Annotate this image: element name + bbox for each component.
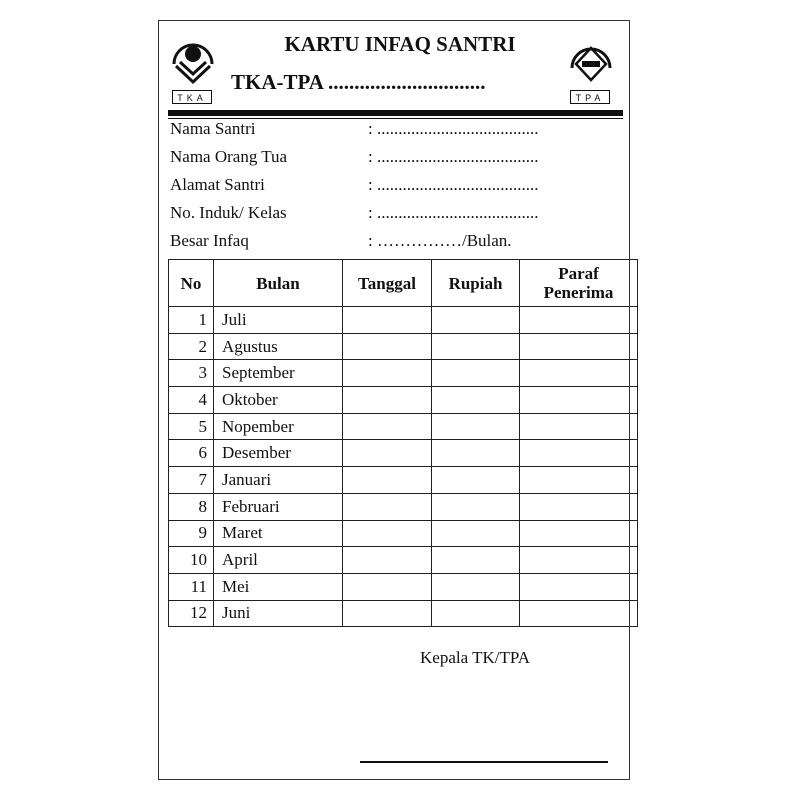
field-label: Besar Infaq: [170, 231, 249, 250]
row-tanggal[interactable]: [343, 520, 432, 547]
table-row: [169, 600, 638, 627]
row-month: Desember: [214, 440, 343, 467]
row-rupiah[interactable]: [432, 413, 520, 440]
row-tanggal[interactable]: [343, 360, 432, 387]
row-paraf[interactable]: [520, 547, 638, 574]
row-tanggal[interactable]: [343, 573, 432, 600]
row-paraf[interactable]: [520, 520, 638, 547]
row-tanggal[interactable]: [343, 493, 432, 520]
row-no: 5: [169, 413, 214, 440]
row-tanggal[interactable]: [343, 547, 432, 574]
table-row: [169, 440, 638, 467]
row-rupiah[interactable]: [432, 387, 520, 414]
table-row: [169, 547, 638, 574]
row-month: Maret: [214, 520, 343, 547]
row-paraf[interactable]: [520, 333, 638, 360]
table-row: [169, 493, 638, 520]
signatory-label: Kepala TK/TPA: [420, 648, 531, 667]
table-row: [169, 387, 638, 414]
row-month: Nopember: [214, 413, 343, 440]
row-no: 2: [169, 333, 214, 360]
row-month: Februari: [214, 493, 343, 520]
row-rupiah[interactable]: [432, 600, 520, 627]
row-no: 8: [169, 493, 214, 520]
row-month: Juni: [214, 600, 343, 627]
header-bulan: Bulan: [214, 260, 343, 307]
row-tanggal[interactable]: [343, 387, 432, 414]
table-row: [169, 573, 638, 600]
card-subtitle: TKA-TPA ..............................: [231, 70, 486, 94]
header-divider-thick: [168, 110, 623, 116]
field-label: Nama Santri: [170, 119, 256, 138]
card-title: KARTU INFAQ SANTRI: [284, 32, 516, 56]
table-row: [169, 413, 638, 440]
row-month: Mei: [214, 573, 343, 600]
header-tanggal: Tanggal: [343, 260, 432, 307]
table-row: [169, 360, 638, 387]
table-header-row: [169, 260, 638, 307]
field-label: Nama Orang Tua: [170, 147, 288, 166]
signature-line: [360, 761, 608, 763]
row-tanggal[interactable]: [343, 600, 432, 627]
row-rupiah[interactable]: [432, 467, 520, 494]
table-row: [169, 467, 638, 494]
row-rupiah[interactable]: [432, 440, 520, 467]
row-month: Oktober: [214, 387, 343, 414]
row-month: Agustus: [214, 333, 343, 360]
row-rupiah[interactable]: [432, 360, 520, 387]
table-row: [169, 333, 638, 360]
row-paraf[interactable]: [520, 387, 638, 414]
row-paraf[interactable]: [520, 413, 638, 440]
row-tanggal[interactable]: [343, 467, 432, 494]
row-paraf[interactable]: [520, 440, 638, 467]
row-no: 4: [169, 387, 214, 414]
row-paraf[interactable]: [520, 493, 638, 520]
row-no: 12: [169, 600, 214, 627]
row-no: 7: [169, 467, 214, 494]
row-paraf[interactable]: [520, 360, 638, 387]
row-tanggal[interactable]: [343, 440, 432, 467]
field-value: : ......................................: [368, 175, 539, 194]
row-rupiah[interactable]: [432, 333, 520, 360]
table-row: [169, 520, 638, 547]
tka-tag: TKA: [172, 90, 212, 104]
infaq-table: [168, 259, 638, 627]
row-month: Januari: [214, 467, 343, 494]
field-value: : ......................................: [368, 147, 539, 166]
row-no: 10: [169, 547, 214, 574]
row-paraf[interactable]: [520, 573, 638, 600]
field-label: Alamat Santri: [170, 175, 265, 194]
row-month: April: [214, 547, 343, 574]
header-paraf: Paraf Penerima: [520, 260, 638, 307]
row-paraf[interactable]: [520, 467, 638, 494]
row-no: 11: [169, 573, 214, 600]
row-month: September: [214, 360, 343, 387]
row-paraf[interactable]: [520, 307, 638, 334]
row-tanggal[interactable]: [343, 307, 432, 334]
row-rupiah[interactable]: [432, 493, 520, 520]
header-rupiah: Rupiah: [432, 260, 520, 307]
row-rupiah[interactable]: [432, 307, 520, 334]
tpa-tag: TPA: [570, 90, 610, 104]
row-month: Juli: [214, 307, 343, 334]
row-rupiah[interactable]: [432, 547, 520, 574]
row-rupiah[interactable]: [432, 520, 520, 547]
row-no: 6: [169, 440, 214, 467]
field-label: No. Induk/ Kelas: [170, 203, 287, 222]
field-value: : ......................................: [368, 119, 539, 138]
row-no: 1: [169, 307, 214, 334]
row-tanggal[interactable]: [343, 333, 432, 360]
row-rupiah[interactable]: [432, 573, 520, 600]
field-value: : ......................................: [368, 203, 539, 222]
row-no: 9: [169, 520, 214, 547]
table-row: [169, 307, 638, 334]
row-no: 3: [169, 360, 214, 387]
field-value: : ……………/Bulan.: [368, 231, 512, 250]
row-tanggal[interactable]: [343, 413, 432, 440]
row-paraf[interactable]: [520, 600, 638, 627]
header-no: No: [169, 260, 214, 307]
